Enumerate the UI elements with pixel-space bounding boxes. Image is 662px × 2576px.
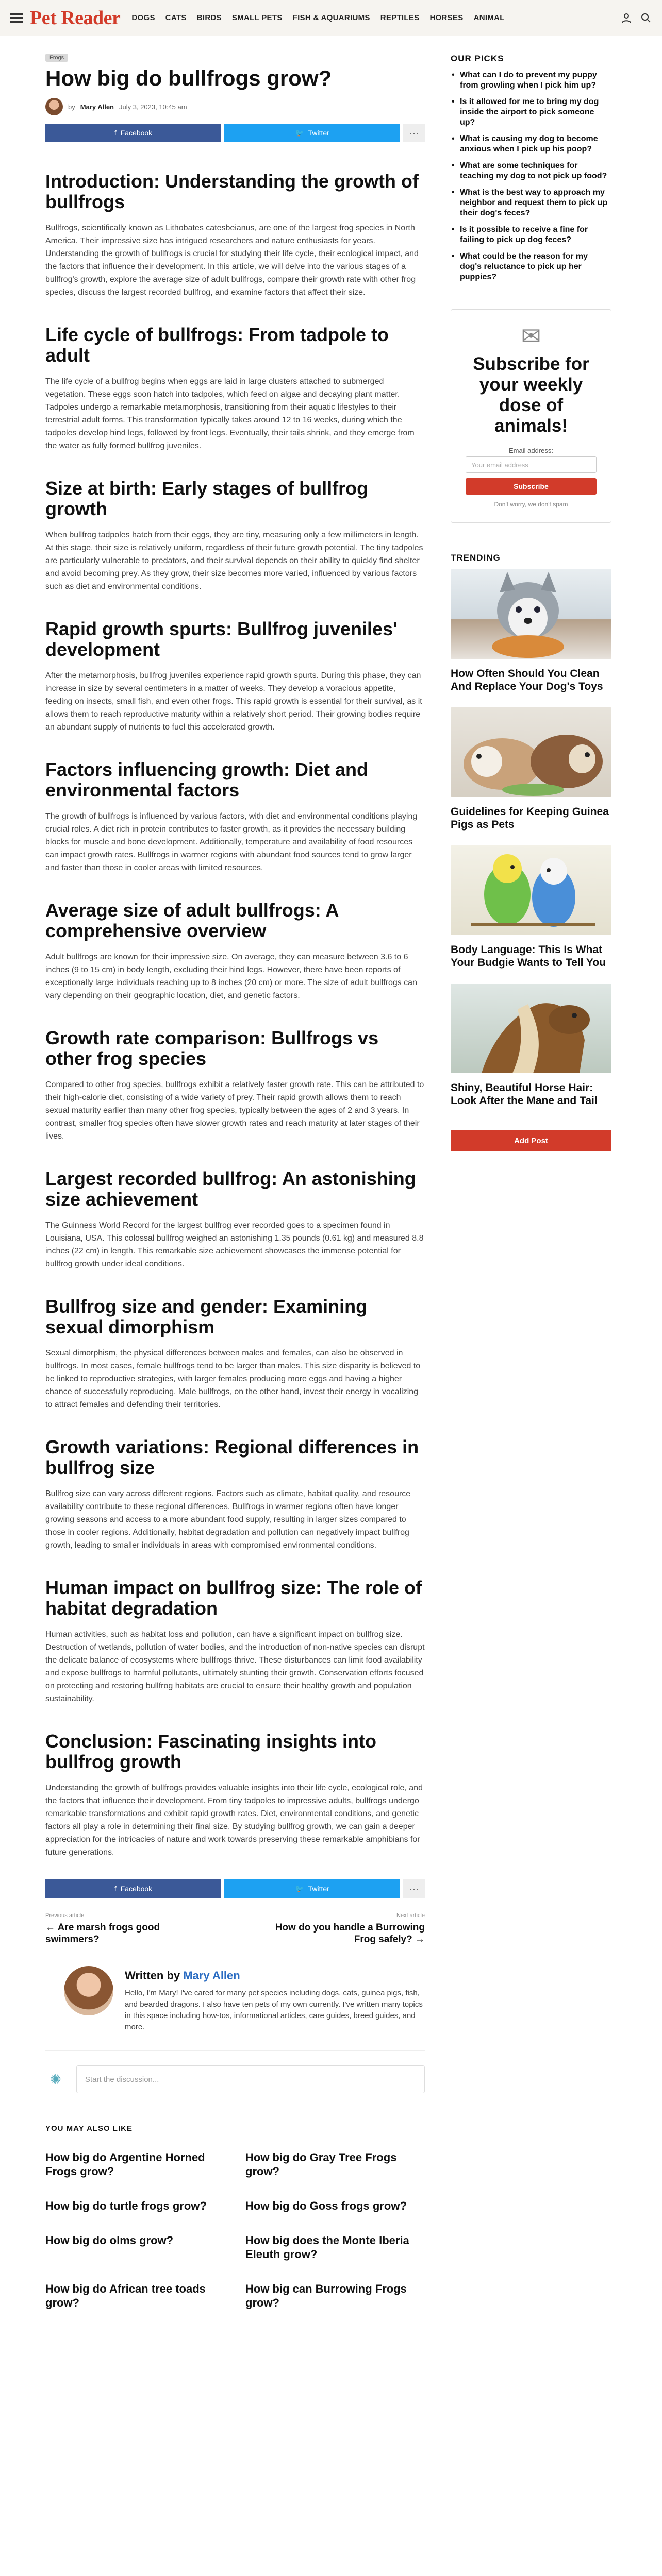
- comment-input[interactable]: Start the discussion...: [76, 2065, 425, 2093]
- trending-item[interactable]: [451, 707, 611, 831]
- pick-item[interactable]: • What are some techniques for teaching my dog to not pick up food?: [451, 161, 611, 181]
- twitter-label: Twitter: [308, 1885, 329, 1893]
- subscribe-button[interactable]: Subscribe: [466, 478, 597, 495]
- trending-item[interactable]: [451, 984, 611, 1107]
- next-title: How do you handle a Burrowing Frog safely? →: [275, 1922, 425, 1945]
- facebook-label: Facebook: [120, 129, 153, 137]
- our-picks-list: [451, 70, 611, 282]
- trending-title[interactable]: How Often Should You Clean And Replace Your Dog's Toys: [451, 668, 603, 692]
- trending-title[interactable]: Body Language: This Is What Your Budgie Wants to Tell You: [451, 944, 606, 969]
- post-navigation: [45, 1912, 425, 1945]
- article-section: [45, 759, 425, 874]
- no-spam-note: Don't worry, we don't spam: [494, 501, 568, 508]
- author-box: [45, 1966, 425, 2050]
- search-icon[interactable]: [640, 12, 652, 24]
- section-body: When bullfrog tadpoles hatch from their eggs, they are tiny, measuring only a few millimeters in length. At this stage, their size is relatively uniform, regardless of their future growth potential. The tiny tadpoles are particularly vulnerable to predators, and their survival depends on their ability to quickly find shelter and avoid becoming prey. As they grow, their size becomes more varied, influenced by various factors such as diet and environmental conditions.: [45, 531, 423, 591]
- nav-animal[interactable]: ANIMAL: [473, 13, 505, 22]
- email-label: Email address:: [509, 447, 553, 454]
- related-link[interactable]: How big do Argentine Horned Frogs grow?: [45, 2151, 205, 2178]
- article-section: [45, 1168, 425, 1270]
- section-heading: Growth variations: Regional differences in bullfrog size: [45, 1436, 419, 1478]
- category-badge[interactable]: Frogs: [45, 54, 68, 62]
- nav-reptiles[interactable]: REPTILES: [380, 13, 420, 22]
- nav-birds[interactable]: BIRDS: [196, 13, 222, 22]
- email-field[interactable]: Your email address: [466, 456, 597, 473]
- article-section: [45, 1437, 425, 1552]
- author-photo[interactable]: [64, 1966, 113, 2015]
- previous-label: Previous article: [45, 1912, 85, 1919]
- you-may-like-grid: [45, 2150, 425, 2310]
- trending-title[interactable]: Guidelines for Keeping Guinea Pigs as Pets: [451, 806, 609, 831]
- article-section: [45, 478, 425, 593]
- article-section: [45, 1028, 425, 1143]
- menu-icon[interactable]: [10, 13, 23, 23]
- nav-fish-aquariums[interactable]: FISH & AQUARIUMS: [292, 13, 370, 22]
- author-avatar[interactable]: [45, 98, 63, 115]
- trending-item[interactable]: [451, 845, 611, 969]
- trending-title[interactable]: Shiny, Beautiful Horse Hair: Look After the Mane and Tail: [451, 1082, 598, 1107]
- next-label: Next article: [396, 1912, 425, 1919]
- section-body: Understanding the growth of bullfrogs provides valuable insights into their life cycle, ecological role, and the factors that influence their development. From tiny tadpoles to impressive adults, bullfrogs undergo remarkable transformations and exhibit rapid growth rates. Diet, environmental conditions, and genetic factors all play a role in determining their final size. By studying bullfrog growth, we can gain a deeper appreciation for the intricacies of nature and work towards preserving these remarkable amphibians for future generations.: [45, 1784, 423, 1857]
- header-icons: [621, 12, 652, 24]
- site-logo[interactable]: Pet Reader: [30, 7, 121, 29]
- envelope-icon: ✉: [521, 323, 541, 349]
- subscribe-heading: Subscribe for your weekly dose of animals!: [473, 354, 589, 436]
- next-article-link[interactable]: [255, 1912, 425, 1945]
- by-label: by: [68, 103, 75, 111]
- pick-item[interactable]: • What is the best way to approach my neighbor and request them to pick up their dog's feces?: [451, 188, 611, 218]
- article-body: [45, 171, 425, 1859]
- section-body: After the metamorphosis, bullfrog juveniles experience rapid growth spurts. During this phase, they can increase in size by several centimeters in a matter of weeks. They develop a voracious appetite, feeding on insects, small fish, and even other frogs. This rapid growth is essential for their survival, as it allows them to reach reproductive maturity within a relatively short period. Their growing bodies require an abundant supply of nutrients to fuel this accelerated growth.: [45, 671, 422, 732]
- related-link[interactable]: How big do Gray Tree Frogs grow?: [245, 2151, 397, 2178]
- nav-dogs[interactable]: DOGS: [131, 13, 155, 22]
- article-section: [45, 1296, 425, 1411]
- main-nav: [131, 13, 504, 22]
- section-heading: Rapid growth spurts: Bullfrog juveniles' development: [45, 618, 398, 660]
- article-section: [45, 900, 425, 1002]
- section-heading: Largest recorded bullfrog: An astonishing size achievement: [45, 1168, 416, 1210]
- author-name[interactable]: Mary Allen: [80, 103, 114, 111]
- section-body: Sexual dimorphism, the physical differences between males and females, can also be observed in bullfrogs. In most cases, female bullfrogs tend to be larger than males. This size disparity is believed to be linked to reproductive strategies, with larger females producing more eggs and having a higher chance of successfully reproducing. Male bullfrogs, on the other hand, invest their energy in vocalizing to attract females and defending their territories.: [45, 1349, 421, 1409]
- facebook-share-button-bottom[interactable]: [45, 1879, 221, 1898]
- related-link[interactable]: How big do African tree toads grow?: [45, 2282, 206, 2309]
- facebook-share-button[interactable]: [45, 124, 221, 142]
- section-heading: Conclusion: Fascinating insights into bullfrog growth: [45, 1731, 377, 1772]
- section-heading: Bullfrog size and gender: Examining sexual dimorphism: [45, 1296, 368, 1337]
- facebook-icon: f: [114, 1885, 117, 1893]
- related-link[interactable]: How big do Goss frogs grow?: [245, 2199, 407, 2212]
- user-icon[interactable]: [621, 12, 632, 24]
- section-heading: Growth rate comparison: Bullfrogs vs other frog species: [45, 1027, 379, 1069]
- article-main: [45, 50, 425, 2346]
- more-share-button[interactable]: ···: [403, 124, 425, 142]
- pick-item[interactable]: • What could be the reason for my dog's reluctance to pick up her puppies?: [451, 251, 611, 282]
- comment-icon: ✺: [50, 2071, 61, 2087]
- written-by: Written by Mary Allen: [125, 1969, 240, 1982]
- guinea-pigs-image[interactable]: [451, 707, 611, 797]
- article-section: [45, 171, 425, 299]
- budgies-image[interactable]: [451, 845, 611, 935]
- previous-title: ← Are marsh frogs good swimmers?: [45, 1922, 160, 1945]
- more-share-button-bottom[interactable]: ···: [403, 1879, 425, 1898]
- section-body: Human activities, such as habitat loss and pollution, can have a significant impact on bullfrog size. Destruction of wetlands, pollution of water bodies, and the introduction of non-native species can disrupt the delicate balance of ecosystems where bullfrogs thrive. These disturbances can limit food availability and expose bullfrogs to harmful pollutants, ultimately stunting their growth. Conservation efforts focused on protecting and restoring bullfrog habitats are crucial to ensure their healthy growth and population sustainability.: [45, 1630, 425, 1703]
- twitter-share-button[interactable]: [224, 124, 400, 142]
- trending-heading: TRENDING: [451, 553, 501, 563]
- you-may-like-heading: YOU MAY ALSO LIKE: [45, 2124, 133, 2133]
- related-link[interactable]: How big do turtle frogs grow?: [45, 2199, 207, 2212]
- author-box-name[interactable]: Mary Allen: [183, 1969, 240, 1982]
- article-section: [45, 325, 425, 452]
- sidebar: [451, 50, 611, 2346]
- nav-horses[interactable]: HORSES: [429, 13, 464, 22]
- previous-article-link[interactable]: [45, 1912, 216, 1945]
- section-heading: Life cycle of bullfrogs: From tadpole to adult: [45, 324, 389, 366]
- facebook-label: Facebook: [120, 1885, 153, 1893]
- section-body: Compared to other frog species, bullfrogs exhibit a relatively faster growth rate. This can be attributed to their high-calorie diet, consisting of a wide variety of prey. Their rapid growth allows them to reach sexual maturity earlier than many other frog species, typically between the ages of 2 and 3 years. In contrast, smaller frog species often have slower growth rates and reach maturity at later stages of their lives.: [45, 1080, 424, 1141]
- related-link[interactable]: How big can Burrowing Frogs grow?: [245, 2282, 407, 2309]
- publish-date: July 3, 2023, 10:45 am: [119, 103, 187, 111]
- pick-item[interactable]: • Is it possible to receive a fine for failing to pick up dog feces?: [451, 225, 611, 245]
- section-heading: Average size of adult bullfrogs: A comprehensive overview: [45, 900, 339, 941]
- section-body: The Guinness World Record for the largest bullfrog ever recorded goes to a specimen found in Louisiana, USA. This colossal bullfrog weighed an astonishing 1.35 pounds (0.61 kg) and measured 8.8 inches (22 cm) in length. This remarkable size achievement showcases the immense potential for bullfrog growth under ideal conditions.: [45, 1221, 424, 1268]
- husky-toy-image[interactable]: [451, 569, 611, 659]
- nav-small-pets[interactable]: SMALL PETS: [231, 13, 283, 22]
- subscribe-box: [451, 309, 611, 523]
- section-heading: Human impact on bullfrog size: The role of habitat degradation: [45, 1577, 422, 1619]
- article-section: [45, 1731, 425, 1859]
- horse-image[interactable]: [451, 984, 611, 1073]
- related-link[interactable]: How big does the Monte Iberia Eleuth grow?: [245, 2234, 409, 2261]
- related-link[interactable]: How big do olms grow?: [45, 2234, 174, 2247]
- pick-item[interactable]: • Is it allowed for me to bring my dog inside the airport to pick someone up?: [451, 97, 611, 128]
- our-picks-heading: OUR PICKS: [451, 54, 504, 63]
- trending-item[interactable]: [451, 569, 611, 693]
- section-body: Bullfrog size can vary across different regions. Factors such as climate, habitat quality, and resource availability contribute to these regional differences. Bullfrogs in warmer regions often have longer growing seasons and access to a more abundant food supply, resulting in larger sizes compared to those in cooler regions. Additionally, habitat degradation and pollution can negatively impact bullfrog growth, leading to smaller individuals in areas with compromised environmental conditions.: [45, 1489, 411, 1550]
- pick-item[interactable]: • What can I do to prevent my puppy from growling when I pick him up?: [451, 70, 611, 91]
- article-section: [45, 1578, 425, 1705]
- byline: [45, 98, 425, 115]
- twitter-share-button-bottom[interactable]: [224, 1879, 400, 1898]
- facebook-icon: f: [114, 129, 117, 137]
- section-body: The life cycle of a bullfrog begins when eggs are laid in large clusters attached to submerged vegetation. These eggs soon hatch into tadpoles, which feed on algae and decaying plant matter. Tadpoles undergo a remarkable metamorphosis, transitioning from their aquatic lifestyles to their terrestrial adult forms. This transformation typically takes around 12 to 16 weeks, during which the tadpoles develop hind legs, followed by front legs. Eventually, their tails shrink, and they emerge from the water as fully formed bullfrog juveniles.: [45, 377, 415, 450]
- section-heading: Size at birth: Early stages of bullfrog growth: [45, 478, 369, 519]
- twitter-icon: 🐦: [295, 1884, 304, 1893]
- comments-section: [45, 2050, 425, 2124]
- section-body: Adult bullfrogs are known for their impressive size. On average, they can measure between 3.6 to 6 inches (9 to 15 cm) in body length, excluding their hind legs. However, there have been reports of exceptionally large individuals reaching up to 8 inches (20 cm) or more. The size of adult bullfrogs can vary depending on their geographic location, diet, and genetic factors.: [45, 953, 417, 1000]
- nav-cats[interactable]: CATS: [165, 13, 187, 22]
- section-body: Bullfrogs, scientifically known as Lithobates catesbeianus, are one of the largest frog species in North America. Their impressive size has intrigued researchers and nature enthusiasts for years. Understanding the growth of bullfrogs is crucial for studying their life cycle, their ecological impact, and the factors that influence their development. In this article, we will delve into the various stages of a bullfrog's growth, explore the average size of adult bullfrogs, compare their growth rate with other frog species, discuss the largest recorded bullfrog, and examine factors that affect their size.: [45, 224, 419, 297]
- section-heading: Introduction: Understanding the growth of bullfrogs: [45, 171, 419, 212]
- twitter-icon: 🐦: [295, 128, 304, 137]
- article-section: [45, 619, 425, 734]
- section-body: The growth of bullfrogs is influenced by various factors, with diet and environmental conditions playing crucial roles. A diet rich in protein contributes to faster growth, as it provides the necessary building blocks for muscle and bone development. Additionally, temperature and availability of food resources can impact growth rates. Bullfrogs in warmer regions with abundant food sources tend to grow larger and faster than those in cooler areas with limited resources.: [45, 812, 418, 872]
- share-bar-top: [45, 124, 425, 142]
- share-bar-bottom: [45, 1879, 425, 1898]
- add-post-button[interactable]: Add Post: [451, 1130, 611, 1151]
- pick-item[interactable]: • What is causing my dog to become anxious when I pick up his poop?: [451, 134, 611, 155]
- section-heading: Factors influencing growth: Diet and environmental factors: [45, 759, 369, 801]
- site-header: [0, 0, 662, 36]
- author-bio: Hello, I'm Mary! I've cared for many pet species including dogs, cats, guinea pigs, fish, and bearded dragons. I also have ten pets of my own currently. I've written many topics in this space including how-tos, informational articles, care guides, breed guides, and more.: [125, 1989, 423, 2031]
- twitter-label: Twitter: [308, 129, 329, 137]
- article-title: How big do bullfrogs grow?: [45, 66, 332, 90]
